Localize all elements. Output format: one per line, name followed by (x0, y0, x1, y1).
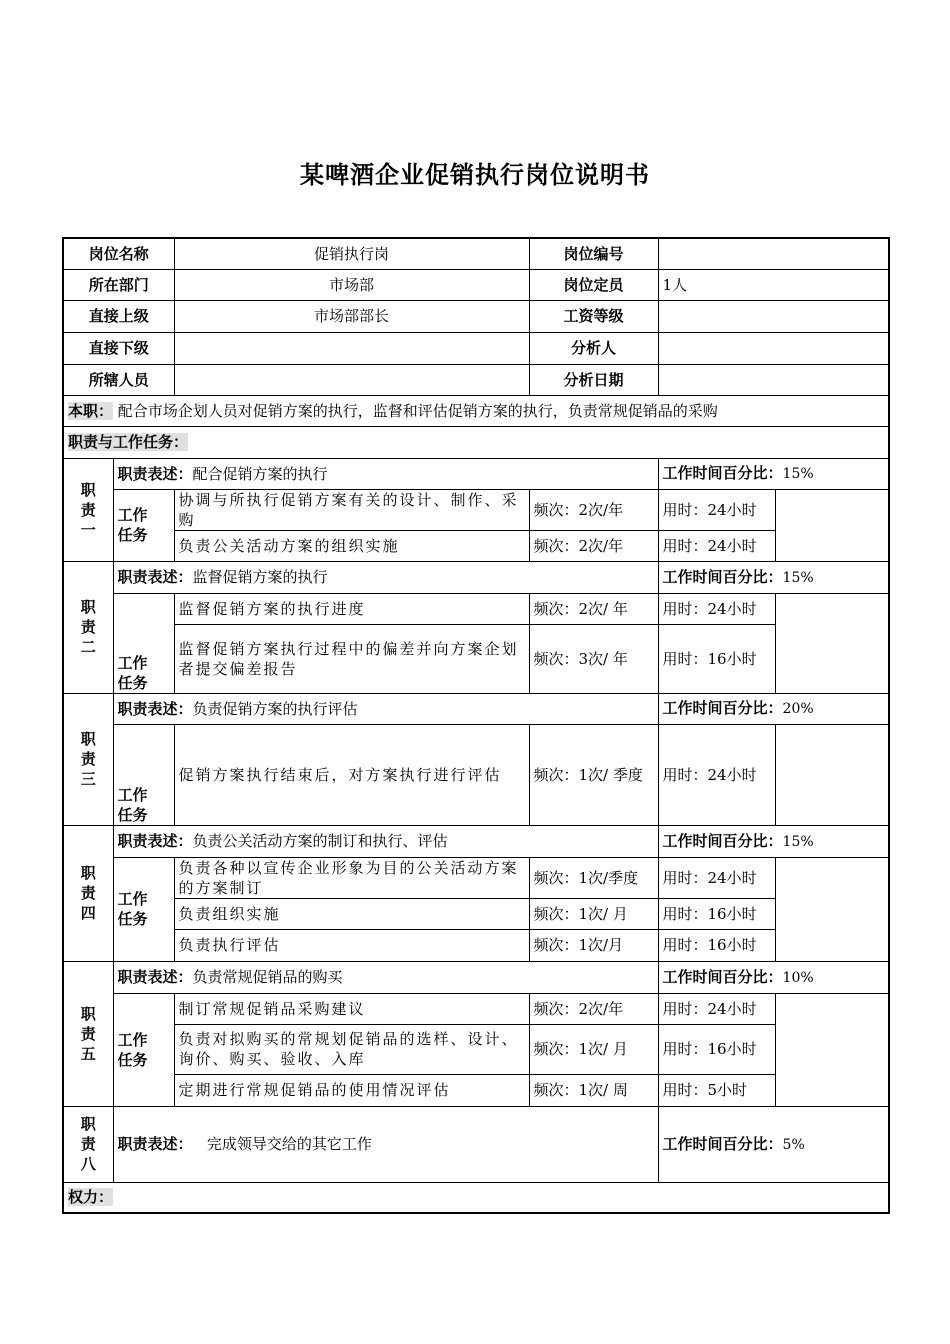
power-label: 权力： (68, 1188, 114, 1207)
task-time: 用时：24小时 (658, 489, 775, 530)
task-text: 促销方案执行结束后，对方案执行进行评估 (174, 724, 529, 825)
task-text: 监督促销方案的执行进度 (174, 593, 529, 624)
duty-5-pct: 10% (782, 969, 814, 986)
duty-5-header: 职 责 五 职责表述：负责常规促销品的购买 工作时间百分比：10% (63, 961, 889, 993)
duty-3-desc: 负责促销方案的执行评估 (192, 699, 358, 718)
salary-label: 工资等级 (529, 300, 658, 332)
task-time: 用时：16小时 (658, 624, 775, 693)
task-freq: 频次：2次/ 年 (529, 593, 658, 624)
task-label: 工作 任务 (113, 593, 174, 693)
duty-4-pct: 15% (782, 833, 814, 850)
duty-2-header: 职 责 二 职责表述：监督促销方案的执行 工作时间百分比：15% (63, 561, 889, 593)
info-row (63, 332, 889, 364)
duty-1-number: 职 责 一 (63, 458, 113, 561)
duty-5-task (63, 1074, 889, 1106)
duty-summary-label: 本职： (68, 401, 114, 420)
task-freq: 频次：1次/ 月 (529, 1024, 658, 1074)
duty-5-task (63, 993, 889, 1024)
task-time: 用时：24小时 (658, 593, 775, 624)
task-text: 定期进行常规促销品的使用情况评估 (174, 1074, 529, 1106)
duty-4-header: 职 责 四 职责表述：负责公关活动方案的制订和执行、评估 工作时间百分比：15% (63, 825, 889, 857)
task-time: 用时：16小时 (658, 898, 775, 929)
duty-4-number: 职 责 四 (63, 825, 113, 961)
date-value (658, 364, 889, 395)
position-name-label: 岗位名称 (63, 238, 174, 269)
duty-1-task (63, 530, 889, 561)
info-row (63, 269, 889, 300)
task-time: 用时：24小时 (658, 530, 775, 561)
duty-1-task (63, 489, 889, 530)
task-freq: 频次：1次/ 季度 (529, 724, 658, 825)
document-title: 某啤酒企业促销执行岗位说明书 (300, 161, 650, 189)
duty-4-task (63, 929, 889, 961)
subordinate-label: 直接下级 (63, 332, 174, 364)
task-text: 负责对拟购买的常规划促销品的选样、设计、询价、购买、验收、入库 (174, 1024, 529, 1074)
info-row (63, 364, 889, 395)
job-description-table (62, 237, 890, 1214)
task-freq: 频次：2次/年 (529, 489, 658, 530)
duty-8-header: 职 责 八 职责表述： 完成领导交给的其它工作 工作时间百分比：5% (63, 1106, 889, 1182)
duty-4-task (63, 857, 889, 898)
task-time: 用时：16小时 (658, 1024, 775, 1074)
responsibilities-header-row (63, 426, 889, 458)
task-label: 工作 任务 (113, 724, 174, 825)
duty-1-pct: 15% (782, 466, 814, 482)
staff-label: 所辖人员 (63, 364, 174, 395)
duty-4-task (63, 898, 889, 929)
analyst-value (658, 332, 889, 364)
duty-3-header: 职 责 三 职责表述：负责促销方案的执行评估 工作时间百分比：20% (63, 693, 889, 724)
task-freq: 频次：2次/年 (529, 993, 658, 1024)
task-time: 用时：24小时 (658, 857, 775, 898)
duty-3-pct: 20% (782, 701, 814, 717)
task-text: 制订常规促销品采购建议 (174, 993, 529, 1024)
headcount-value: 1人 (658, 269, 889, 300)
duty-2-number: 职 责 二 (63, 561, 113, 693)
task-text: 负责公关活动方案的组织实施 (174, 530, 529, 561)
headcount-label: 岗位定员 (529, 269, 658, 300)
task-freq: 频次：1次/月 (529, 929, 658, 961)
task-text: 负责执行评估 (174, 929, 529, 961)
task-label: 工作 任务 (113, 489, 174, 561)
duty-1-header: 职 责 一 职责表述：配合促销方案的执行 工作时间百分比：15% (63, 458, 889, 489)
department-label: 所在部门 (63, 269, 174, 300)
staff-value (174, 364, 529, 395)
info-row (63, 300, 889, 332)
power-row (63, 1182, 889, 1213)
duty-2-pct: 15% (782, 569, 814, 586)
task-time: 用时：5小时 (658, 1074, 775, 1106)
duty-4-desc: 负责公关活动方案的制订和执行、评估 (192, 832, 448, 850)
task-text: 协调与所执行促销方案有关的设计、制作、采购 (174, 489, 529, 530)
date-label: 分析日期 (529, 364, 658, 395)
task-time: 用时：24小时 (658, 724, 775, 825)
duty-5-task (63, 1024, 889, 1074)
subordinate-value (174, 332, 529, 364)
task-label: 工作 任务 (113, 857, 174, 961)
duty-1-desc: 配合促销方案的执行 (192, 464, 328, 483)
duty-8-desc: 完成领导交给的其它工作 (206, 1135, 372, 1153)
task-time: 用时：16小时 (658, 929, 775, 961)
duty-3-task (63, 724, 889, 825)
superior-label: 直接上级 (63, 300, 174, 332)
task-text: 负责各种以宣传企业形象为目的公关活动方案的方案制订 (174, 857, 529, 898)
duty-2-desc: 监督促销方案的执行 (192, 568, 328, 586)
position-name-value: 促销执行岗 (174, 238, 529, 269)
department-value: 市场部 (174, 269, 529, 300)
superior-value: 市场部部长 (174, 300, 529, 332)
task-freq: 频次：1次/季度 (529, 857, 658, 898)
duty-8-pct: 5% (782, 1136, 805, 1153)
task-text: 负责组织实施 (174, 898, 529, 929)
duty-2-task (63, 593, 889, 624)
task-freq: 频次：1次/ 月 (529, 898, 658, 929)
duty-8-number: 职 责 八 (63, 1106, 113, 1182)
position-no-label: 岗位编号 (529, 238, 658, 269)
info-row (63, 238, 889, 269)
salary-value (658, 300, 889, 332)
duty-3-number: 职 责 三 (63, 693, 113, 825)
task-freq: 频次：3次/ 年 (529, 624, 658, 693)
task-text: 监督促销方案执行过程中的偏差并向方案企划者提交偏差报告 (174, 624, 529, 693)
analyst-label: 分析人 (529, 332, 658, 364)
duty-5-desc: 负责常规促销品的购买 (192, 968, 343, 986)
responsibilities-header: 职责与工作任务： (68, 433, 189, 451)
task-label: 工作 任务 (113, 993, 174, 1106)
duty-2-task (63, 624, 889, 693)
task-freq: 频次：2次/年 (529, 530, 658, 561)
task-time: 用时：24小时 (658, 993, 775, 1024)
duty-summary-text: 配合市场企划人员对促销方案的执行，监督和评估促销方案的执行，负责常规促销品的采购 (117, 401, 718, 420)
task-freq: 频次：1次/ 周 (529, 1074, 658, 1106)
position-no-value (658, 238, 889, 269)
duty-summary-row (63, 395, 889, 426)
duty-5-number: 职 责 五 (63, 961, 113, 1106)
